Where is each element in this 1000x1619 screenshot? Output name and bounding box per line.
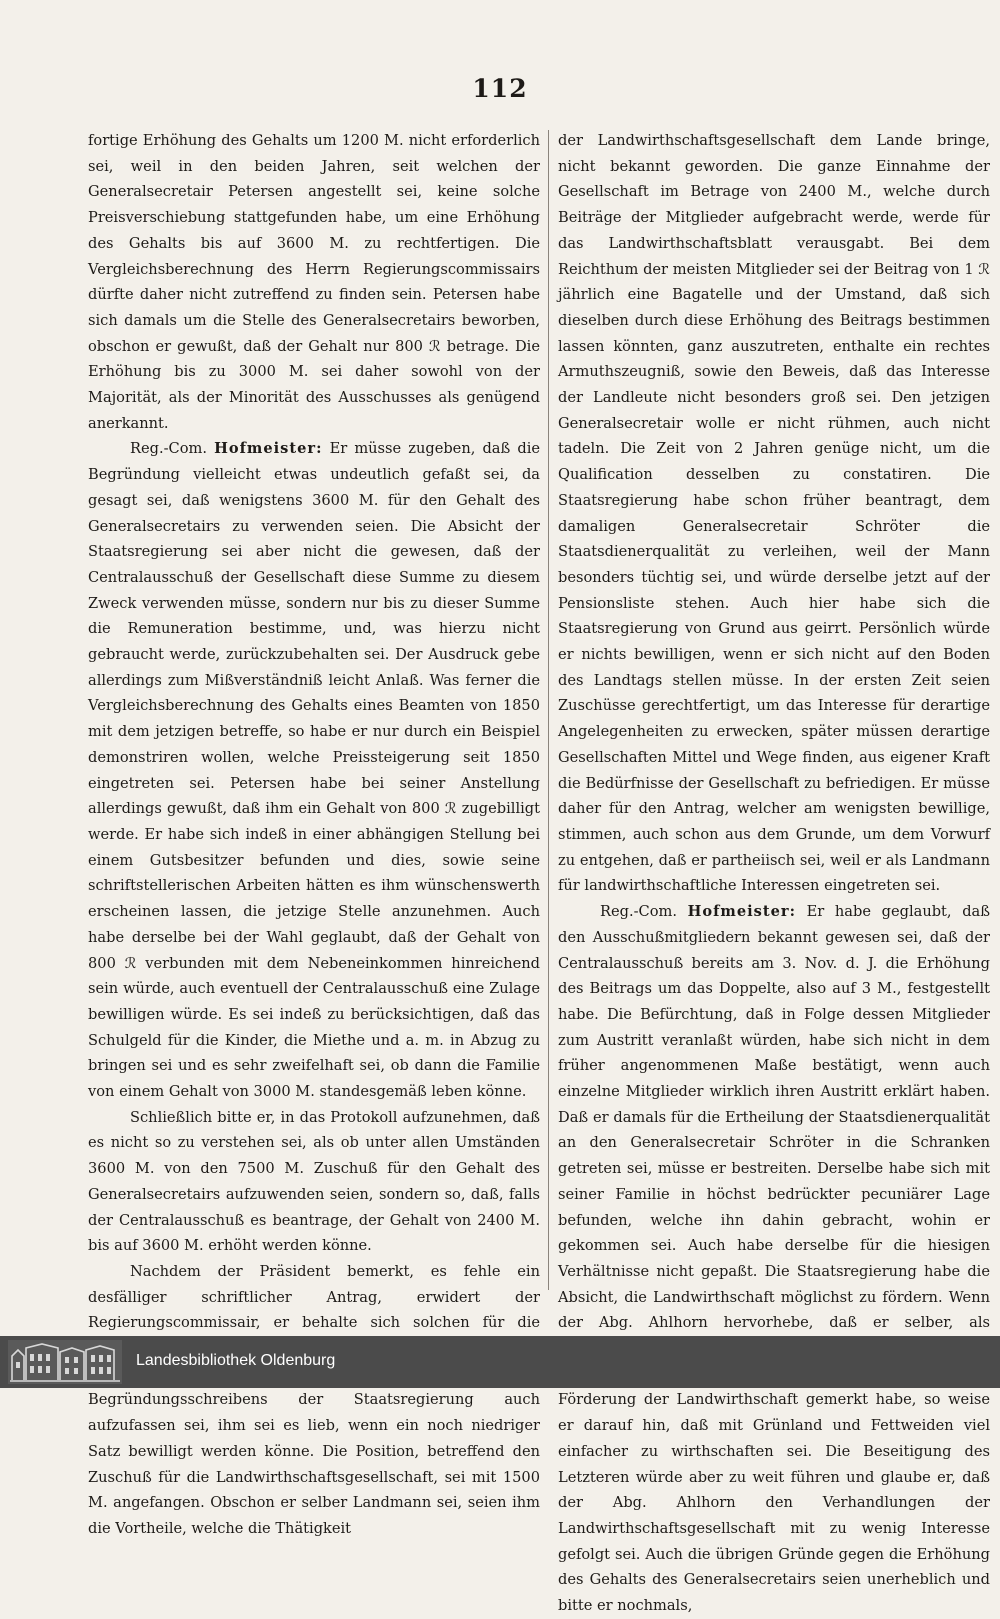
speaker-name: Hofmeister: [687, 903, 796, 921]
paragraph [88, 1362, 540, 1542]
paragraph [88, 128, 540, 436]
paragraph-text: Er habe geglaubt, daß den Ausschußmitgliedern bekannt gewesen sei, daß der Centralausschuß bereits am 3. Nov. d. J. die Erhöhung des Beitrags um das Doppelte, also auf 3 M., festgestellt habe. Die Befürchtung, daß in Folge dessen Mitglieder zum Austritt veranlaßt würden, habe sich nicht in dem früher angenommenen Maße bestätigt, wenn auch einzelne Mitglieder wirklich ihren Austritt erklärt haben. Daß er damals für die Ertheilung der Staatsdienerqualität an den Generalsecretair Schröter in die Schranken getreten sei, müsse er bestreiten. Derselbe habe sich mit seiner Familie in höchst bedrückter pecuniärer Lage befunden, welche ihn dahin gebracht, wohin er gekommen sei. Auch habe derselbe für die hiesigen Verhältnisse nicht gepaßt. Die Staatsregierung habe die Absicht, die Landwirthschaft möglichst zu fördern. Wenn der Abg. Ahlhorn hervorhebe, daß er selber, als Förderung der Landwirthschaft gemerkt habe, so weise er darauf hin, daß mit Grünland und Fettweiden viel einfacher zu wirthschaften sei. Die Beseitigung des Letzteren würde aber zu weit führen und glaube er, daß der Abg. Ahlhorn den Verhandlungen der Landwirthschaftsgesellschaft mit zu wenig Interesse gefolgt sei. Auch die übrigen Gründe gegen die Erhöhung des Gehalts des Generalsecretairs seien unerheblich und bitte er nochmals, [558, 903, 990, 1615]
paragraph-text: der Landwirthschaftsgesellschaft dem Lande bringe, nicht bekannt geworden. Die ganze Einnahme der Gesellschaft im Betrage von 2400 M., welche durch Beiträge der Mitglieder aufgebracht werde, werde für das Landwirthschaftsblatt verausgabt. Bei dem Reichthum der meisten Mitglieder sei der Beitrag von 1 ℛ jährlich eine Bagatelle und der Umstand, daß sich dieselben durch diese Erhöhung des Beitrags bestimmen lassen könnten, ganz auszutreten, enthalte ein rechtes Armuthszeugniß, sowie den Beweis, daß das Interesse der Landleute nicht besonders groß sei. Den jetzigen Generalsecretair wolle er nicht rühmen, auch nicht tadeln. Die Zeit von 2 Jahren genüge nicht, um die Qualification desselben zu constatiren. Die Staatsregierung habe schon früher beantragt, dem damaligen Generalsecretair Schröter die Staatsdienerqualität zu verleihen, weil der Mann besonders tüchtig sei, und würde derselbe jetzt auf der Pensionsliste stehen. Auch hier habe sich die Staatsregierung von Grund aus geirrt. Persönlich würde er nichts bewilligen, wenn er sich nicht auf den Boden des Landtags stellen müsse. In der ersten Zeit seien Zuschüsse gerechtfertigt, um das Interesse für derartige Angelegenheiten zu erwecken, später müssen derartige Gesellschaften Mittel und Wege finden, aus eigener Kraft die Bedürfnisse der Gesellschaft zu befriedigen. Er müsse daher für den Antrag, welcher am wenigsten bewillige, stimmen, auch schon aus dem Grunde, um dem Vorwurf zu entgehen, daß er partheiisch sei, weil er als Landmann für landwirthschaftliche Interessen eingetreten sei. [558, 132, 990, 895]
speaker-name: Hofmeister: [214, 440, 323, 458]
paragraph-text: fortige Erhöhung des Gehalts um 1200 M. nicht erforderlich sei, weil in den beiden Jahren, seit welchen der Generalsecretair Petersen angestellt sei, keine solche Preisverschiebung stattgefunden habe, um eine Erhöhung des Gehalts bis auf 3600 M. zu rechtfertigen. Die Vergleichsberechnung des Herrn Regierungscommissairs dürfte daher nicht zutreffend zu finden sein. Petersen habe sich damals um die Stelle des Generalsecretairs beworben, obschon er gewußt, daß der Gehalt nur 800 ℛ betrage. Die Erhöhung bis zu 3000 M. sei daher sowohl von der Majorität, als der Minorität des Ausschusses als genügend anerkannt. [88, 132, 540, 432]
speaker-role: Reg.-Com. [600, 903, 677, 921]
library-name: Landesbibliothek Oldenburg [136, 1352, 336, 1369]
column-divider [548, 130, 549, 1290]
paragraph-text: Schließlich bitte er, in das Protokoll aufzunehmen, daß es nicht so zu verstehen sei, als ob unter allen Umständen 3600 M. von den 7500 M. Zuschuß für den Gehalt des Generalsecretairs aufzuwenden seien, sondern so, daß, falls der Centralausschuß es beantrage, der Gehalt von 2400 M. bis auf 3600 M. erhöht werden könne. [88, 1108, 540, 1255]
page-number: 112 [472, 74, 528, 103]
library-building-icon [8, 1340, 122, 1384]
paragraph [558, 899, 990, 1619]
paragraph-text: Er müsse zugeben, daß die Begründung vielleicht etwas undeutlich gefaßt sei, da gesagt sei, daß wenigstens 3600 M. für den Gehalt des Generalsecretairs zu verwenden seien. Die Absicht der Staatsregierung sei aber nicht die gewesen, daß der Centralausschuß der Gesellschaft diese Summe zu diesem Zweck verwenden müsse, sondern nur bis zu dieser Summe die Remuneration bestimme, und, was hierzu nicht gebraucht werde, zurückzubehalten sei. Der Ausdruck gebe allerdings zum Mißverständniß leicht Anlaß. Was ferner die Vergleichsberechnung des Gehalts eines Beamten von 1850 mit dem jetzigen betreffe, so habe er nur durch ein Beispiel demonstriren wollen, welche Preissteigerung seit 1850 eingetreten sei. Petersen habe bei seiner Anstellung allerdings gewußt, daß ihm ein Gehalt von 800 ℛ zugebilligt werde. Er habe sich indeß in einer abhängigen Stellung bei einem Gutsbesitzer befunden und dies, sowie seine schriftstellerischen Arbeiten hätten es ihm wünschenswerth erscheinen lassen, die jetzige Stelle anzunehmen. Auch habe derselbe bei der Wahl geglaubt, daß der Gehalt von 800 ℛ verbunden mit dem Nebeneinkommen hinreichend sein würde, auch eventuell der Centralausschuß eine Zulage bewilligen würde. Es sei indeß zu berücksichtigen, daß das Schulgeld für die Kinder, die Miethe und a. m. in Abzug zu bringen sei und es sehr zweifelhaft sei, ob dann die Familie von einem Gehalt von 3000 M. standesgemäß leben könne. [88, 440, 540, 1101]
paragraph [558, 128, 990, 899]
paragraph-text: Begründungsschreibens der Staatsregierung auch aufzufassen sei, ihm sei es lieb, wenn ein noch niedriger Satz bewilligt werden könne. Die Position, betreffend den Zuschuß für die Landwirthschaftsgesellschaft, sei mit 1500 M. angefangen. Obschon er selber Landmann sei, seien ihm die Vortheile, welche die Thätigkeit [88, 1391, 540, 1537]
speaker-role: Reg.-Com. [130, 440, 207, 458]
paragraph-text: Nachdem der Präsident bemerkt, es fehle ein desfälliger schriftlicher Antrag, erwidert der Regierungscommissair, er behalte sich solchen für die [88, 1262, 540, 1332]
paragraph [88, 436, 540, 1104]
paragraph [88, 1105, 540, 1259]
library-footer [0, 1336, 1000, 1388]
right-column [558, 128, 990, 1615]
